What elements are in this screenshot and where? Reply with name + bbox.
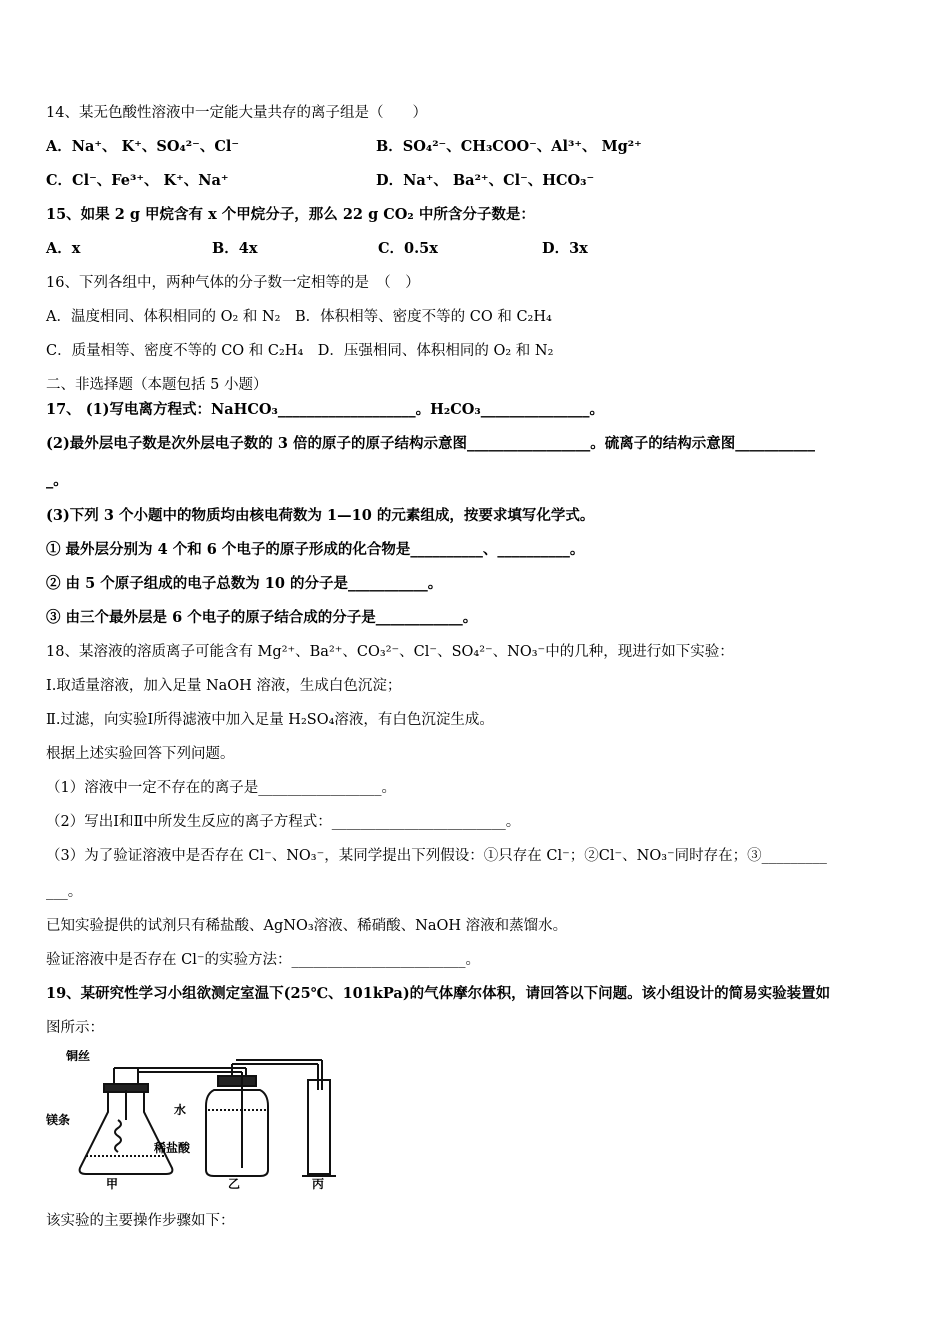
- label-dilute-acid: 稀盐酸: [154, 1141, 191, 1155]
- q15-option-c: C．0.5x: [378, 240, 438, 257]
- q17-line-2: (2)最外层电子数是次外层电子数的 3 倍的原子的原子结构示意图_________________。硫离子的结构示意图___________: [46, 435, 815, 452]
- bottle-yi: [206, 1060, 322, 1176]
- q18-line-3: Ⅱ.过滤，向实验Ⅰ所得滤液中加入足量 H₂SO₄溶液，有白色沉淀生成。: [46, 712, 494, 728]
- label-jia: 甲: [106, 1177, 119, 1190]
- q14-option-d: D．Na⁺、 Ba²⁺、Cl⁻、HCO₃⁻: [376, 172, 595, 189]
- q14-stem: 14、某无色酸性溶液中一定能大量共存的离子组是（ ）: [46, 105, 427, 121]
- q17-line-6: ③ 由三个最外层是 6 个电子的原子结合成的分子是____________。: [46, 609, 478, 626]
- section-heading: 二、非选择题（本题包括 5 小题）: [46, 377, 268, 393]
- q14-option-a: A．Na⁺、 K⁺、SO₄²⁻、Cl⁻: [46, 138, 240, 155]
- q15-option-a: A．x: [46, 240, 81, 257]
- q19-line-1: 19、某研究性学习小组欲测定室温下(25℃、101kPa)的气体摩尔体积，请回答以下问题。该小组设计的简易实验装置如: [46, 985, 831, 1002]
- q17-line-5: ② 由 5 个原子组成的电子总数为 10 的分子是___________。: [46, 575, 443, 592]
- q15-option-d: D．3x: [542, 240, 588, 257]
- q18-line-8: 已知实验提供的试剂只有稀盐酸、AgNO₃溶液、稀硝酸、NaOH 溶液和蒸馏水。: [46, 918, 568, 934]
- q17-line-4: ① 最外层分别为 4 个和 6 个电子的原子形成的化合物是__________、__________。: [46, 541, 585, 558]
- q19-line-2: 图所示：: [46, 1020, 104, 1036]
- q18-line-1: 18、某溶液的溶质离子可能含有 Mg²⁺、Ba²⁺、CO₃²⁻、Cl⁻、SO₄²⁻、NO₃⁻中的几种，现进行如下实验：: [46, 644, 734, 660]
- cylinder-bing: [302, 1060, 336, 1176]
- q17-line-1: 17、 (1)写电离方程式：NaHCO₃___________________。H₂CO₃_______________。: [46, 401, 604, 418]
- q14-option-b: B．SO₄²⁻、CH₃COO⁻、Al³⁺、 Mg²⁺: [376, 138, 642, 155]
- q16-stem: 16、下列各组中，两种气体的分子数一定相等的是 （ ）: [46, 275, 420, 291]
- q18-line-5: （1）溶液中一定不存在的离子是_________________。: [46, 780, 396, 796]
- q18-line-4: 根据上述实验回答下列问题。: [46, 746, 235, 762]
- label-water: 水: [174, 1103, 187, 1117]
- q16-options-ab: A．温度相同、体积相同的 O₂ 和 N₂ B．体积相等、密度不等的 CO 和 C₂H₄: [46, 309, 552, 325]
- q18-line-9: 验证溶液中是否存在 Cl⁻的实验方法：________________________。: [46, 952, 480, 968]
- q19-line-3: 该实验的主要操作步骤如下：: [46, 1213, 235, 1229]
- q16-options-cd: C．质量相等、密度不等的 CO 和 C₂H₄ D．压强相同、体积相同的 O₂ 和 N₂: [46, 343, 554, 359]
- q14-option-c: C．Cl⁻、Fe³⁺、 K⁺、Na⁺: [46, 172, 229, 189]
- q17-line-2-cont: _。: [46, 472, 68, 489]
- apparatus-figure: [46, 1050, 346, 1190]
- label-yi: 乙: [228, 1177, 241, 1190]
- q18-line-6: （2）写出Ⅰ和Ⅱ中所发生反应的离子方程式：________________________。: [46, 814, 521, 830]
- q18-line-2: Ⅰ.取适量溶液，加入足量 NaOH 溶液，生成白色沉淀；: [46, 678, 402, 694]
- q18-line-7-cont: ___。: [46, 884, 83, 900]
- label-magnesium: 镁条: [46, 1113, 71, 1127]
- q15-stem: 15、如果 2 g 甲烷含有 x 个甲烷分子，那么 22 g CO₂ 中所含分子数是：: [46, 206, 535, 223]
- q15-option-b: B．4x: [212, 240, 258, 257]
- q18-line-7: （3）为了验证溶液中是否存在 Cl⁻、NO₃⁻，某同学提出下列假设：①只存在 Cl⁻；②Cl⁻、NO₃⁻同时存在；③_________: [46, 848, 827, 864]
- q17-line-3: (3)下列 3 个小题中的物质均由核电荷数为 1—10 的元素组成，按要求填写化学式。: [46, 507, 595, 524]
- label-bing: 丙: [312, 1177, 325, 1190]
- label-copper-wire: 铜丝: [66, 1050, 91, 1063]
